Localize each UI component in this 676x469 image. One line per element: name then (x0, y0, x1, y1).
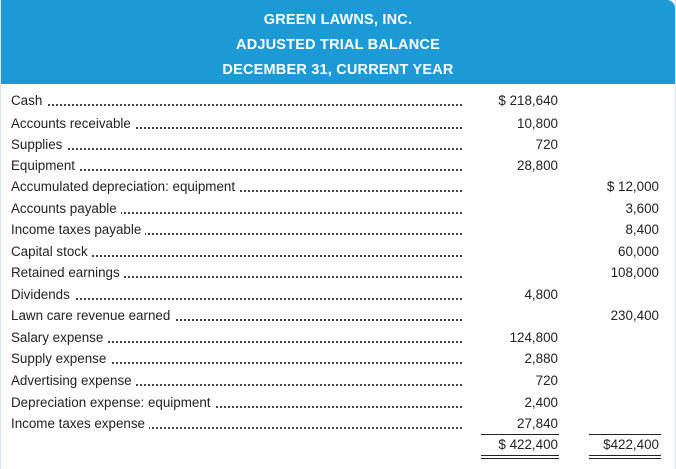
ledger-row-cash (1, 91, 675, 111)
debit-amount: 720 (535, 137, 558, 152)
ledger-row-advertising-expense (1, 371, 675, 391)
account-name: Income taxes expense (11, 416, 149, 431)
ledger-row-supply-expense (1, 349, 675, 369)
credit-amount (573, 114, 659, 134)
company-name: GREEN LAWNS, INC. (263, 12, 413, 28)
ledger-row-lawn-care-revenue (1, 306, 675, 326)
account-name: Lawn care revenue earned (11, 308, 174, 323)
account-name: Accounts payable (11, 201, 121, 216)
credit-amount: 3,600 (625, 201, 659, 216)
ledger-row-accounts-receivable (1, 114, 675, 134)
debit-double-underline (481, 455, 559, 459)
ledger-row-capital-stock (1, 242, 675, 262)
ledger-row-accumulated-depreciation (1, 177, 675, 197)
account-name: Accounts receivable (11, 116, 135, 131)
statement-title: ADJUSTED TRIAL BALANCE (236, 37, 440, 53)
debit-amount (471, 263, 558, 283)
debit-amount: 2,400 (524, 395, 558, 410)
ledger-row-depreciation-expense (1, 393, 675, 413)
credit-amount: 8,400 (625, 222, 659, 237)
ledger-row-salary-expense (1, 328, 675, 348)
debit-amount: 4,800 (524, 287, 558, 302)
account-name: Supply expense (11, 351, 110, 366)
credit-amount (573, 285, 659, 305)
account-name: Equipment (11, 158, 79, 173)
credit-amount: 60,000 (618, 244, 659, 259)
account-name: Retained earnings (11, 265, 124, 280)
ledger-row-accounts-payable (1, 199, 675, 219)
ledger-row-retained-earnings (1, 263, 675, 283)
debit-amount: 10,800 (517, 116, 558, 131)
debit-amount (471, 306, 558, 326)
credit-amount (573, 135, 659, 155)
credit-amount: $ 12,000 (606, 179, 659, 194)
debit-amount: 720 (535, 373, 558, 388)
ledger-row-equipment (1, 156, 675, 176)
account-name: Supplies (11, 137, 66, 152)
account-name: Salary expense (11, 330, 107, 345)
credit-amount (573, 371, 659, 391)
account-name: Dividends (11, 287, 74, 302)
credit-amount (573, 328, 659, 348)
credit-amount (573, 91, 659, 111)
debit-amount (471, 220, 558, 240)
debit-amount: 124,800 (509, 330, 558, 345)
credit-amount (573, 349, 659, 369)
credit-double-underline (589, 455, 661, 459)
account-name: Accumulated depreciation: equipment (11, 179, 239, 194)
ledger-row-dividends (1, 285, 675, 305)
credit-amount (573, 156, 659, 176)
ledger-row-supplies (1, 135, 675, 155)
statement-date: DECEMBER 31, CURRENT YEAR (222, 62, 454, 78)
statement-header (1, 0, 675, 84)
debit-amount: $ 218,640 (498, 93, 558, 108)
credit-amount (573, 414, 659, 434)
debit-amount: 27,840 (517, 416, 558, 431)
account-name: Capital stock (11, 244, 92, 259)
debit-amount (471, 177, 558, 197)
ledger-row-income-taxes-payable (1, 220, 675, 240)
account-name: Cash (11, 93, 46, 108)
debit-total: $ 422,400 (498, 437, 558, 452)
credit-total: $422,400 (603, 437, 659, 452)
account-name: Income taxes payable (11, 222, 145, 237)
debit-amount: 2,880 (524, 351, 558, 366)
totals-row (1, 435, 675, 455)
debit-amount (471, 199, 558, 219)
ledger-row-income-taxes-expense (1, 414, 675, 434)
account-name: Advertising expense (11, 373, 136, 388)
credit-amount: 108,000 (610, 265, 659, 280)
debit-amount (471, 242, 558, 262)
debit-amount: 28,800 (517, 158, 558, 173)
account-name: Depreciation expense: equipment (11, 395, 215, 410)
credit-amount (573, 393, 659, 413)
credit-amount: 230,400 (610, 308, 659, 323)
